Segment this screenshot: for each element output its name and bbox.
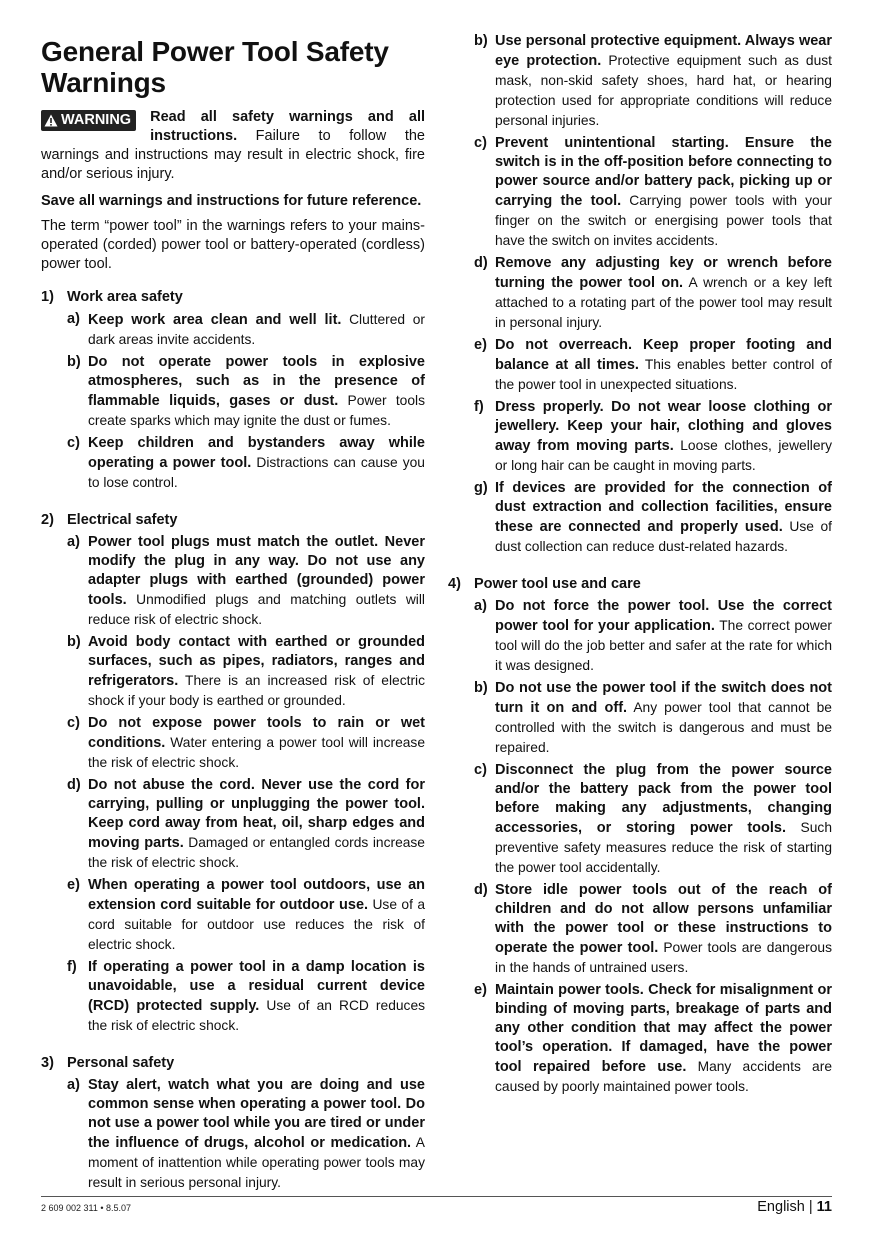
item-label: c) [67, 715, 80, 731]
item-bold-text: When operating a power tool outdoors, use an extension cord suitable for outdoor use. [88, 877, 425, 913]
item-rest-text: A wrench or a key left attached to a rotating part of the power tool may result in personal injury. [495, 275, 832, 330]
item-label: b) [474, 680, 488, 696]
item-label: g) [474, 480, 488, 496]
item-rest-text: The correct power tool will do the job better and safer at the rate for which it was designed. [495, 618, 832, 673]
item-label: a) [67, 534, 80, 550]
item-bold-text: Do not overreach. Keep proper footing and balance at all times. [495, 337, 832, 373]
item-bold-text: Dress properly. Do not wear loose clothing or jewellery. Keep your hair, clothing and gloves away from moving parts. [495, 399, 832, 454]
item-bold-text: Maintain power tools. Check for misalignment or binding of moving parts, breakage of parts and any other condition that may affect the power tool’s operation. If damaged, have the power tool repaired before use. [495, 982, 832, 1075]
item-label: d) [67, 777, 81, 793]
term-definition: The term “power tool” in the warnings refers to your mains-operated (corded) power tool or battery-operated (cordless) power tool. [41, 218, 425, 272]
item-label: b) [67, 354, 81, 370]
item-body [495, 254, 832, 333]
item-label: b) [474, 33, 488, 49]
warning-bold-text: Read all safety warnings and all instructions. [150, 109, 425, 144]
item-rest-text: A moment of inattention while operating power tools may result in serious personal injury. [88, 1135, 425, 1190]
item-label: c) [474, 762, 487, 778]
section-title: Work area safety [67, 289, 183, 305]
item-body [88, 776, 425, 873]
list-item [67, 533, 425, 630]
item-body [495, 981, 832, 1097]
list-item [474, 336, 832, 395]
item-body [88, 533, 425, 630]
section-2 [41, 511, 425, 1036]
item-body [495, 597, 832, 676]
footer-page-label [757, 1199, 832, 1215]
item-bold-text: Keep children and bystanders away while operating a power tool. [88, 435, 425, 471]
item-body [495, 881, 832, 978]
item-label: f) [474, 399, 484, 415]
item-label: a) [67, 1077, 80, 1093]
item-body [495, 679, 832, 758]
list-item [67, 714, 425, 773]
item-label: e) [474, 982, 487, 998]
section-number: 4) [448, 576, 461, 592]
item-bold-text: Do not expose power tools to rain or wet conditions. [88, 715, 425, 751]
section-heading [41, 1054, 425, 1073]
item-rest-text: Cluttered or dark areas invite accidents. [88, 312, 426, 347]
item-label: c) [474, 135, 487, 151]
item-bold-text: Prevent unintentional starting. Ensure the switch is in the off-position before connecting to power source and/or battery pack, picking up or carrying the tool. [495, 135, 832, 209]
warning-triangle-icon [44, 114, 58, 127]
item-label: c) [67, 435, 80, 451]
item-body [88, 310, 425, 350]
personal-safety-continued [474, 32, 832, 557]
item-rest-text: Many accidents are caused by poorly maintained power tools. [495, 1059, 832, 1094]
item-bold-text: Use personal protective equipment. Always wear eye protection. [495, 33, 832, 69]
item-body [88, 714, 425, 773]
list-item [67, 310, 425, 350]
item-bold-text: Store idle power tools out of the reach of children and do not allow persons unfamiliar with the power tool or these instructions to operate the power tool. [495, 882, 832, 956]
section-3 [41, 1054, 425, 1193]
item-body [88, 353, 425, 431]
page-title: General Power Tool Safety Warnings [41, 36, 389, 98]
list-item [474, 761, 832, 878]
item-rest-text: There is an increased risk of electric shock if your body is earthed or grounded. [88, 673, 425, 708]
section-number: 1) [41, 289, 54, 305]
item-label: a) [474, 598, 487, 614]
item-rest-text: Any power tool that cannot be controlled with the switch is dangerous and must be repaired. [495, 700, 832, 755]
list-item [474, 398, 832, 476]
list-item [67, 776, 425, 873]
save-instructions: Save all warnings and instructions for future reference. [41, 193, 422, 209]
item-bold-text: Do not use the power tool if the switch does not turn it on and off. [495, 680, 832, 716]
item-body [88, 633, 425, 711]
item-body [495, 398, 832, 476]
item-bold-text: Do not force the power tool. Use the correct power tool for your application. [495, 598, 832, 634]
item-body [495, 479, 832, 557]
item-bold-text: Disconnect the plug from the power source and/or the battery pack from the power tool before making any adjustments, changing accessories, or storing power tools. [495, 762, 832, 836]
item-bold-text: Keep work area clean and well lit. [88, 312, 342, 328]
item-label: a) [67, 311, 80, 327]
item-label: f) [67, 959, 77, 975]
list-item [67, 434, 425, 493]
section-title: Electrical safety [67, 512, 178, 528]
item-rest-text: This enables better control of the power tool in unexpected situations. [495, 357, 832, 392]
item-body [88, 876, 425, 955]
item-body [495, 336, 832, 395]
list-item [474, 981, 832, 1097]
warning-badge [41, 110, 136, 131]
item-rest-text: Power tools are dangerous in the hands of untrained users. [495, 940, 832, 975]
list-item [474, 679, 832, 758]
list-item [474, 597, 832, 676]
item-body [495, 761, 832, 878]
item-label: b) [67, 634, 81, 650]
item-rest-text: Loose clothes, jewellery or long hair can be caught in moving parts. [495, 438, 833, 473]
warning-rest-text: Failure to follow the warnings and instructions may result in electric shock, fire and/or serious injury. [41, 128, 425, 182]
list-item [67, 876, 425, 955]
item-rest-text: Unmodified plugs and matching outlets will reduce risk of electric shock. [88, 592, 425, 627]
item-body [495, 134, 832, 251]
list-item [474, 881, 832, 978]
list-item [67, 958, 425, 1036]
list-item [67, 1076, 425, 1193]
item-bold-text: If devices are provided for the connection of dust extraction and collection facilities, ensure these are connected and properly used. [495, 480, 832, 535]
section-number: 2) [41, 512, 54, 528]
section-heading [41, 511, 425, 530]
footer-separator: | [804, 1199, 817, 1215]
item-label: e) [474, 337, 487, 353]
section-1 [41, 288, 425, 493]
item-label: d) [474, 255, 488, 271]
item-bold-text: If operating a power tool in a damp location is unavoidable, use a residual current device (RCD) protected supply. [88, 959, 425, 1014]
item-bold-text: Avoid body contact with earthed or grounded surfaces, such as pipes, radiators, ranges and refrigerators. [88, 634, 425, 689]
item-bold-text: Remove any adjusting key or wrench before turning the power tool on. [495, 255, 832, 291]
item-body [88, 1076, 425, 1193]
section-power-tool-use [448, 575, 833, 1097]
footer-language: English [757, 1199, 805, 1215]
section-heading [41, 288, 425, 307]
item-body [495, 32, 832, 131]
item-rest-text: Use of dust collection can reduce dust-related hazards. [495, 519, 832, 554]
item-label: d) [474, 882, 488, 898]
item-rest-text: Use of an RCD reduces the risk of electric shock. [88, 998, 426, 1033]
item-rest-text: Use of a cord suitable for outdoor use reduces the risk of electric shock. [88, 897, 425, 952]
item-rest-text: Such preventive safety measures reduce the risk of starting the power tool accidentally. [495, 820, 833, 875]
right-column [448, 32, 833, 1100]
section-number: 3) [41, 1055, 54, 1071]
item-bold-text: Power tool plugs must match the outlet. Never modify the plug in any way. Do not use any adapter plugs with earthed (grounded) power tools. [88, 534, 425, 608]
item-label: e) [67, 877, 80, 893]
list-item [474, 479, 832, 557]
footer-doc-code: 2 609 002 311 • 8.5.07 [41, 1203, 132, 1213]
item-bold-text: Do not operate power tools in explosive atmospheres, such as in the presence of flammable liquids, gases or dust. [88, 354, 425, 409]
footer-divider [41, 1196, 832, 1197]
section-title: Power tool use and care [474, 576, 641, 592]
left-sections [41, 288, 425, 1193]
item-bold-text: Do not abuse the cord. Never use the cord for carrying, pulling or unplugging the power tool. Keep cord away from heat, oil, sharp edges and moving parts. [88, 777, 425, 851]
list-item [474, 254, 832, 333]
section-heading [448, 575, 832, 594]
list-item [67, 353, 425, 431]
item-bold-text: Stay alert, watch what you are doing and use common sense when operating a power tool. Do not use a power tool while you are tired or under the influence of drugs, alcohol or medication. [88, 1077, 425, 1151]
item-rest-text: Power tools create sparks which may ignite the dust or fumes. [88, 393, 425, 428]
list-item [474, 134, 832, 251]
list-item [67, 633, 425, 711]
item-rest-text: Water entering a power tool will increase the risk of electric shock. [88, 735, 425, 770]
item-body [88, 958, 425, 1036]
item-rest-text: Protective equipment such as dust mask, non-skid safety shoes, hard hat, or hearing protection used for appropriate conditions will reduce personal injuries. [495, 53, 832, 128]
warning-badge-label: WARNING [61, 112, 132, 128]
warning-paragraph [41, 108, 425, 184]
section-title: Personal safety [67, 1055, 175, 1071]
item-rest-text: Distractions can cause you to lose control. [88, 455, 425, 490]
left-column [41, 32, 425, 1196]
page-number: 11 [816, 1199, 832, 1215]
list-item [474, 32, 832, 131]
item-body [88, 434, 425, 493]
item-rest-text: Damaged or entangled cords increase the risk of electric shock. [88, 835, 425, 870]
item-rest-text: Carrying power tools with your finger on the switch or energising power tools that have the switch on invites accidents. [495, 193, 832, 248]
